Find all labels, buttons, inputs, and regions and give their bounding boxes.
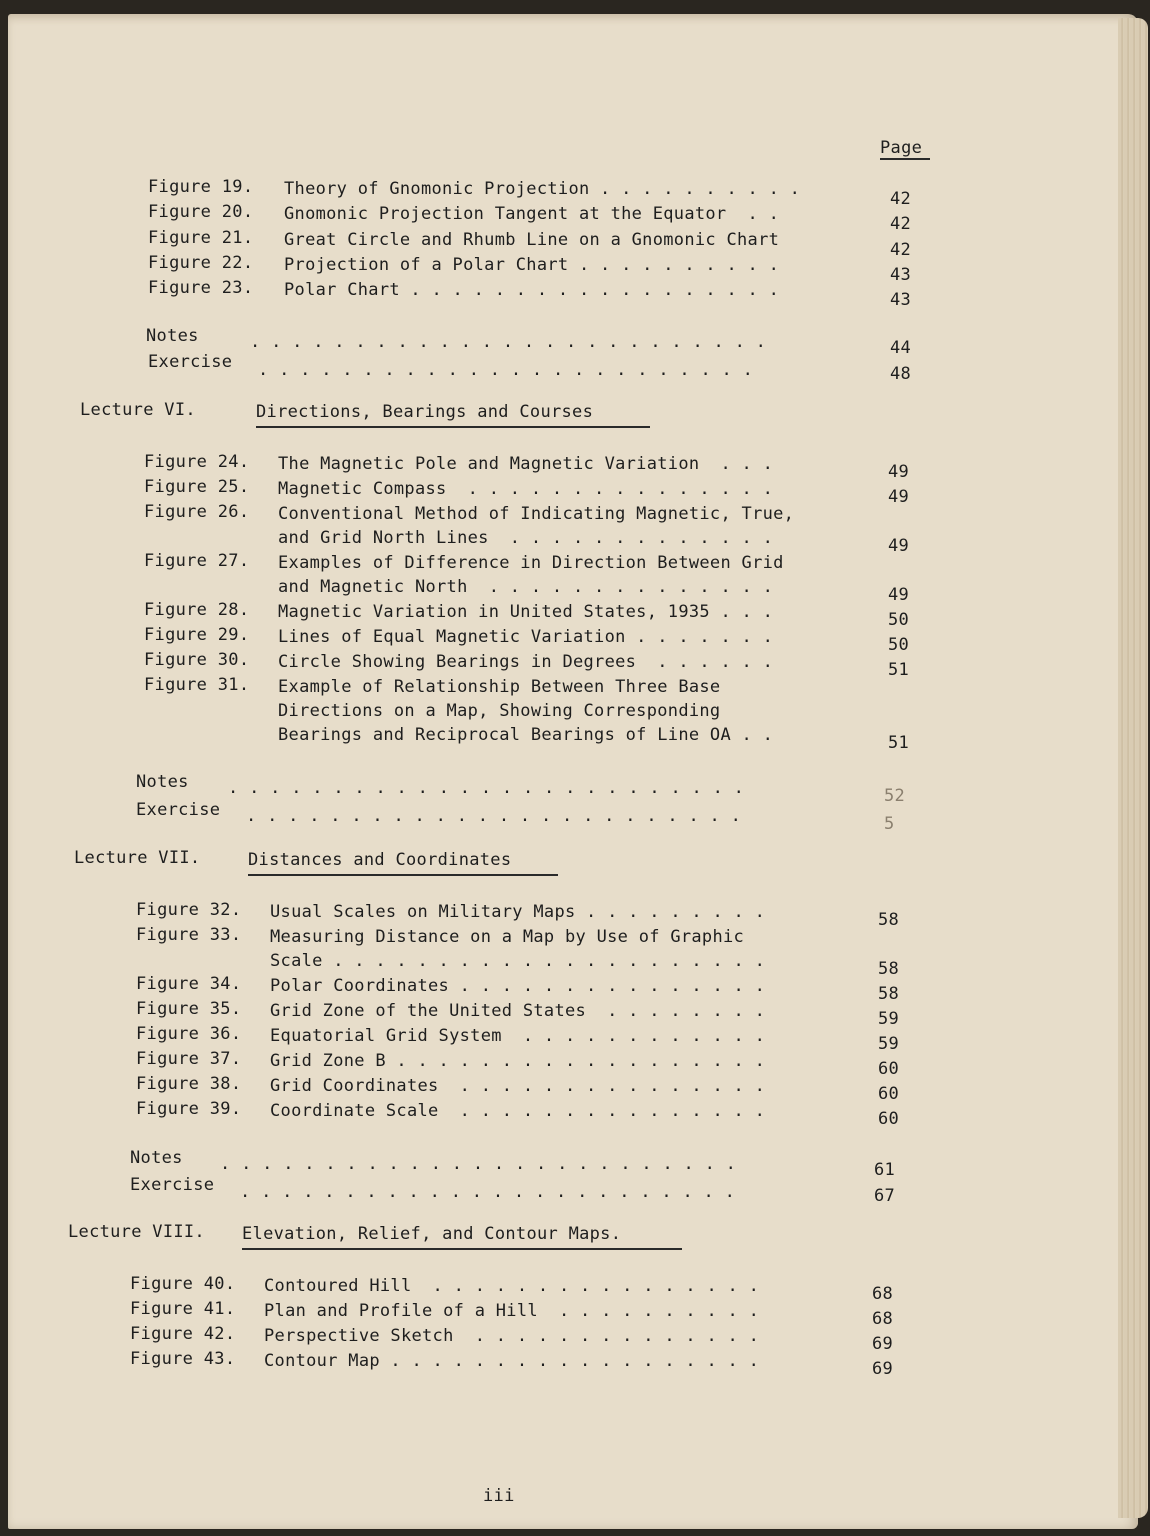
figure-page: 50	[888, 635, 910, 655]
figure-page: 42	[890, 214, 912, 234]
figure-page: 59	[878, 1034, 900, 1054]
figure-title: Equatorial Grid System . . . . . . . . . . . .	[270, 1026, 766, 1046]
notes-page: 44	[890, 338, 912, 358]
figure-page: 42	[890, 189, 912, 209]
figure-number: Figure 42.	[130, 1324, 236, 1344]
figure-title: Scale . . . . . . . . . . . . . . . . . . . . .	[270, 951, 766, 971]
figure-title: Bearings and Reciprocal Bearings of Line OA . .	[278, 725, 774, 745]
figure-number: Figure 29.	[144, 625, 250, 645]
notes-label: Notes	[136, 772, 189, 792]
figure-number: Figure 24.	[144, 452, 250, 472]
figure-title: Coordinate Scale . . . . . . . . . . . . . . .	[270, 1101, 766, 1121]
figure-page: 68	[872, 1309, 894, 1329]
lecture-title-underline	[242, 1248, 682, 1250]
figure-number: Figure 30.	[144, 650, 250, 670]
figure-title: Perspective Sketch . . . . . . . . . . . . . .	[264, 1326, 760, 1346]
figure-number: Figure 43.	[130, 1349, 236, 1369]
figure-title: and Magnetic North . . . . . . . . . . . . . .	[278, 577, 774, 597]
figure-page: 49	[888, 536, 910, 556]
figure-page: 69	[872, 1359, 894, 1379]
figure-number: Figure 31.	[144, 675, 250, 695]
leader-dots: . . . . . . . . . . . . . . . . . . . . . . . .	[246, 806, 742, 826]
figure-page: 43	[890, 265, 912, 285]
figure-number: Figure 34.	[136, 974, 242, 994]
figure-title: Example of Relationship Between Three Base	[278, 677, 721, 697]
figure-title: Grid Zone B . . . . . . . . . . . . . . . . . .	[270, 1051, 766, 1071]
notes-label: Notes	[130, 1148, 183, 1168]
leader-dots: . . . . . . . . . . . . . . . . . . . . . . . . .	[220, 1154, 737, 1174]
figure-number: Figure 35.	[136, 999, 242, 1019]
figure-title: Grid Zone of the United States . . . . . . . .	[270, 1001, 766, 1021]
figure-title: Magnetic Compass . . . . . . . . . . . . . . .	[278, 479, 774, 499]
figure-number: Figure 22.	[148, 253, 254, 273]
notes-page: 52	[884, 786, 906, 806]
figure-title: Measuring Distance on a Map by Use of Graphic	[270, 927, 745, 947]
figure-page: 58	[878, 984, 900, 1004]
lecture-label: Lecture VII.	[74, 848, 201, 868]
leader-dots: . . . . . . . . . . . . . . . . . . . . . . . . .	[250, 332, 767, 352]
figure-title: Polar Coordinates . . . . . . . . . . . . . . .	[270, 976, 766, 996]
figure-title: Grid Coordinates . . . . . . . . . . . . . . .	[270, 1076, 766, 1096]
figure-number: Figure 21.	[148, 228, 254, 248]
lecture-label: Lecture VIII.	[68, 1222, 205, 1242]
figure-page: 49	[888, 585, 910, 605]
figure-title: The Magnetic Pole and Magnetic Variation . . .	[278, 454, 774, 474]
figure-page: 68	[872, 1284, 894, 1304]
figure-page: 60	[878, 1084, 900, 1104]
figure-page: 49	[888, 462, 910, 482]
figure-page: 43	[890, 290, 912, 310]
figure-page: 69	[872, 1334, 894, 1354]
figure-title: Plan and Profile of a Hill . . . . . . . . . .	[264, 1301, 760, 1321]
figure-title: Contour Map . . . . . . . . . . . . . . . . . .	[264, 1351, 760, 1371]
figure-number: Figure 41.	[130, 1299, 236, 1319]
figure-title: Polar Chart . . . . . . . . . . . . . . . . . .	[284, 280, 780, 300]
notes-label: Notes	[146, 326, 199, 346]
page-edge	[1118, 18, 1148, 1518]
figure-number: Figure 26.	[144, 502, 250, 522]
lecture-label: Lecture VI.	[80, 400, 196, 420]
lecture-title: Elevation, Relief, and Contour Maps.	[242, 1224, 622, 1244]
figure-page: 51	[888, 733, 910, 753]
figure-number: Figure 25.	[144, 477, 250, 497]
figure-number: Figure 23.	[148, 278, 254, 298]
figure-title: Gnomonic Projection Tangent at the Equator . .	[284, 204, 780, 224]
figure-title: Usual Scales on Military Maps . . . . . . . . .	[270, 902, 766, 922]
figure-number: Figure 32.	[136, 900, 242, 920]
page-number: iii	[483, 1486, 515, 1506]
figure-number: Figure 27.	[144, 551, 250, 571]
exercise-page: 48	[890, 364, 912, 384]
exercise-label: Exercise	[136, 800, 221, 820]
exercise-page: 5	[884, 814, 895, 834]
lecture-title: Distances and Coordinates	[248, 850, 512, 870]
figure-title: Lines of Equal Magnetic Variation . . . . . . .	[278, 627, 774, 647]
figure-title: Great Circle and Rhumb Line on a Gnomonic Chart	[284, 230, 780, 250]
figure-number: Figure 39.	[136, 1099, 242, 1119]
figure-number: Figure 38.	[136, 1074, 242, 1094]
figure-page: 60	[878, 1059, 900, 1079]
figure-page: 58	[878, 910, 900, 930]
figure-title: Directions on a Map, Showing Corresponding	[278, 701, 721, 721]
lecture-title-underline	[256, 426, 650, 428]
exercise-page: 67	[874, 1186, 896, 1206]
notes-page: 61	[874, 1160, 896, 1180]
figure-title: Contoured Hill . . . . . . . . . . . . . . . .	[264, 1276, 760, 1296]
figure-title: Theory of Gnomonic Projection . . . . . . . . . .	[284, 179, 801, 199]
figure-page: 51	[888, 660, 910, 680]
figure-number: Figure 36.	[136, 1024, 242, 1044]
page-label-underline	[880, 158, 930, 160]
figure-title: Projection of a Polar Chart . . . . . . . . . .	[284, 255, 780, 275]
exercise-label: Exercise	[130, 1175, 215, 1195]
figure-title: Conventional Method of Indicating Magnetic, True,	[278, 504, 795, 524]
figure-page: 50	[888, 610, 910, 630]
figure-number: Figure 20.	[148, 202, 254, 222]
exercise-label: Exercise	[148, 352, 233, 372]
page-column-label: Page	[880, 138, 923, 158]
figure-title: Examples of Difference in Direction Between Grid	[278, 553, 784, 573]
leader-dots: . . . . . . . . . . . . . . . . . . . . . . . .	[258, 360, 754, 380]
figure-page: 60	[878, 1109, 900, 1129]
figure-title: and Grid North Lines . . . . . . . . . . . . .	[278, 528, 774, 548]
leader-dots: . . . . . . . . . . . . . . . . . . . . . . . . .	[228, 778, 745, 798]
leader-dots: . . . . . . . . . . . . . . . . . . . . . . . .	[240, 1182, 736, 1202]
figure-number: Figure 40.	[130, 1274, 236, 1294]
figure-number: Figure 28.	[144, 600, 250, 620]
lecture-title: Directions, Bearings and Courses	[256, 402, 594, 422]
figure-page: 59	[878, 1009, 900, 1029]
figure-page: 42	[890, 240, 912, 260]
figure-title: Circle Showing Bearings in Degrees . . . . . .	[278, 652, 774, 672]
figure-page: 58	[878, 959, 900, 979]
lecture-title-underline	[248, 874, 558, 876]
figure-number: Figure 19.	[148, 177, 254, 197]
figure-number: Figure 33.	[136, 925, 242, 945]
figure-number: Figure 37.	[136, 1049, 242, 1069]
figure-title: Magnetic Variation in United States, 1935 . . .	[278, 602, 774, 622]
figure-page: 49	[888, 487, 910, 507]
